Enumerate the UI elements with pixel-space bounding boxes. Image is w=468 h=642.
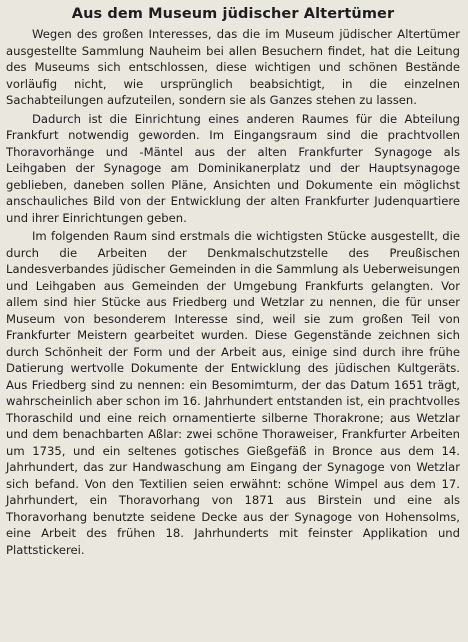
article-paragraph-3: Im folgenden Raum sind erstmals die wichtigsten Stücke ausgestellt, die durch die Arbeiten der Denkmalschutzstelle des Preußischen Landesverbandes jüdischer Gemeinden in die Sammlung als Ueberweisungen und Leihgaben aus Gemeinden der Umgebung Frankfurts gelangten. Vor allem sind hier Stücke aus Friedberg und Wetzlar zu nennen, die für unser Museum von besonderem Interesse sind, weil sie zum großen Teil von Frankfurter Meistern gearbeitet wurden. Diese Gegenstände zeichnen sich durch Schönheit der Form und der Arbeit aus, einige sind durch ihre frühe Datierung wertvolle Dokumente der Entwicklung des jüdischen Kultgeräts. Aus Friedberg sind zu nennen: ein Besomimturm, der das Datum 1651 trägt, wahrscheinlich aber schon im 16. Jahrhundert entstanden ist, ein prachtvolles Thoraschild und eine reich ornamentierte silberne Thorakrone; aus Wetzlar und dem benachbarten Aßlar: zwei schöne Thoraweiser, Frankfurter Arbeiten um 1735, und ein seltenes gotisches Gießgefäß in Bronce aus dem 14. Jahrhundert, das zur Handwaschung am Eingang der Synagoge von Wetzlar sich befand. Von den Textilien seien erwähnt: schöne Wimpel aus dem 17. Jahrhundert, ein Thoravorhang von 1871 aus Birstein und eine als Thoravorhang benutzte seidene Decke aus der Synagoge von Hohensolms, eine Arbeit des frühen 18. Jahrhunderts mit feinster Applikation und Plattstickerei. <box>6 229 460 557</box>
article-title: Aus dem Museum jüdischer Altertümer <box>71 6 395 22</box>
article-paragraph-1: Wegen des großen Interesses, das die im Museum jüdischer Altertümer ausgestellte Sammlung Nauheim bei allen Besuchern findet, hat die Leitung des Museums sich entschlossen, diese wichtigen und schönen Bestände vorläufig nicht, wie ursprünglich beabsichtigt, in die einzelnen Sachabteilungen aufzuteilen, sondern sie als Ganzes stehen zu lassen. <box>6 27 460 107</box>
article-paragraph-2: Dadurch ist die Einrichtung eines anderen Raumes für die Abteilung Frankfurt notwendig geworden. Im Eingangsraum sind die prachtvollen Thoravorhänge und -Mäntel aus der alten Frankfurter Synagoge als Leihgaben der Synagoge am Dominikanerplatz und der Hauptsynagoge geblieben, daneben sollen Pläne, Ansichten und Dokumente ein möglichst anschauliches Bild von der Entwicklung der alten Frankfurter Judenquartiere und ihrer Einrichtungen geben. <box>6 111 460 225</box>
